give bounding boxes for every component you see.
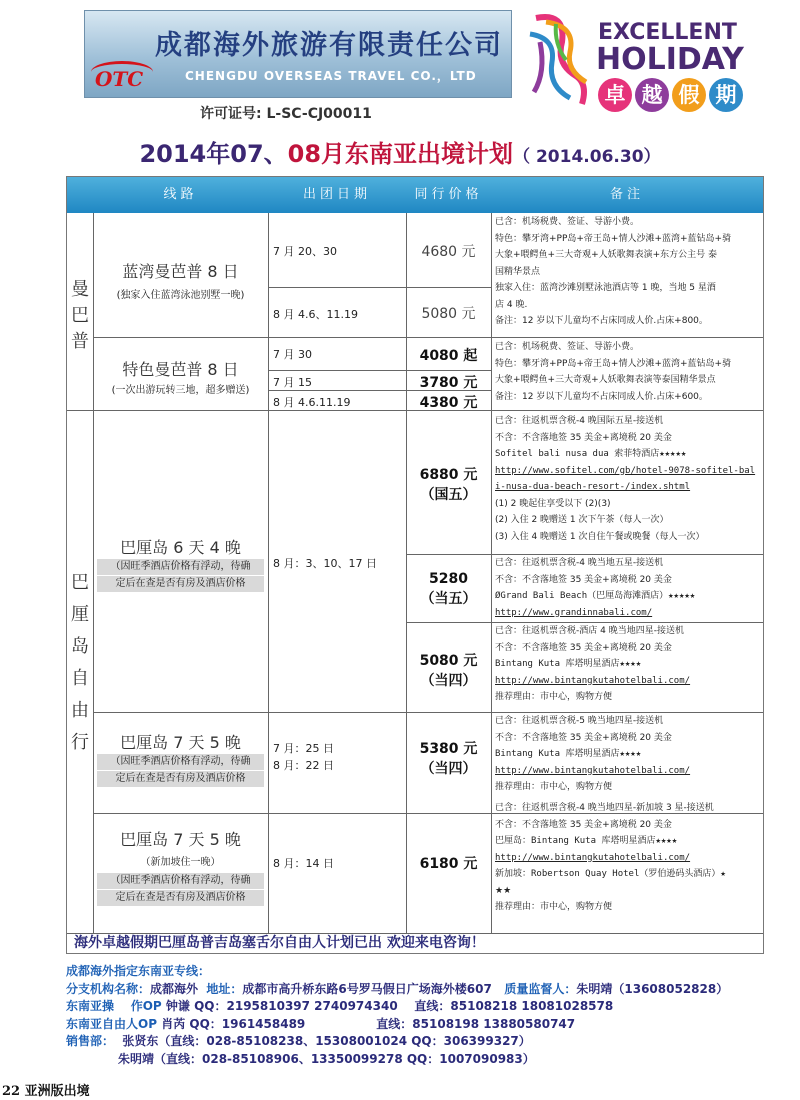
- brand-char: 越: [635, 78, 669, 112]
- departure-date: 8 月：14 日: [273, 857, 334, 870]
- departure-date: 7 月 15: [273, 376, 312, 389]
- departure-date: 7 月 20、30: [273, 245, 337, 258]
- contacts-heading: 成都海外指定东南亚专线：: [66, 964, 211, 978]
- price: 5080 元: [421, 306, 476, 322]
- route-sub: （因旺季酒店价格有浮动，待确: [97, 559, 264, 575]
- notes-r3a: 已含：往返机票含税-4 晚国际五星-接送机 不含：不含落地签 35 美金+离境税 20 美金 Sofitel bali nusa dua 索菲特酒店★★★★★ http://www.sofitel.com/gb/hotel-9078-sofitel-bal i-nusa-dua-beach-resort-/index.shtml (1) 2 晚起住享受以下 (2)(3) (2) 入住 2 晚赠送 1 次下午茶（每人一次） (3) 入住 4 晚赠送 1 次自住午餐或晚餐（每人一次）: [495, 416, 756, 542]
- otc-logo: OTC: [91, 61, 155, 95]
- section-label-bali: 巴 厘 岛 自 由 行: [71, 572, 89, 753]
- header-route: 线路: [163, 187, 198, 202]
- section-label-mbp: 曼 巴 普: [71, 279, 89, 352]
- contact-line-op: 东南亚操 作OP 钟谦 QQ：2195810397 2740974340 直线：85108218 18081028578: [66, 999, 614, 1013]
- header-price: 同行价格: [414, 187, 483, 202]
- departure-date: 7 月：25 日: [273, 742, 334, 755]
- brand-holiday: HOLIDAY: [596, 42, 744, 77]
- price: 4080 起: [419, 348, 478, 364]
- header-date: 出团日期: [302, 187, 371, 202]
- price: 4380 元: [419, 395, 478, 411]
- notes-r1: 已含：机场税费、签证、导游小费。 特色：攀牙湾+PP岛+帝王岛+情人沙滩+蓝湾+蓝钻岛+骑 大象+喂鳄鱼+三大奇观+人妖歌舞表演+东方公主号 泰 国精华景点 独家入住：蓝湾沙滩别墅泳池酒店等 1 晚，当地 5 星酒 店 4 晚. 备注：12 岁以下儿童均不占床同成人价.占床+800。: [495, 217, 732, 326]
- route-sub: (一次出游玩转三地，超多赠送): [111, 385, 250, 396]
- brand-cn: [598, 78, 743, 112]
- route-name: 蓝湾曼芭普 8 日: [122, 262, 239, 281]
- brand-swirl-icon: [526, 12, 596, 110]
- price-option: 5280 （当五）: [420, 571, 477, 607]
- license-number: 许可证号: L-SC-CJ00011: [200, 106, 372, 122]
- price: 4680 元: [421, 244, 476, 260]
- notes-r5: 已含：往返机票含税-4 晚当地四星-新加坡 3 星-接送机 不含：不含落地签 35 美金+离境税 20 美金 巴厘岛：Bintang Kuta 库塔明星酒店★★★★ http://www.bintangkutahotelbali.com/ 新加坡：Robertson Quay Hotel（罗伯逊码头酒店）★ ★★ 推荐理由：市中心，购物方便: [495, 803, 726, 912]
- header-notes: 备注: [609, 187, 644, 202]
- contact-line-sales: 销售部： 张贤东（直线：028-85108238、15308001024 QQ：306399327）: [66, 1034, 531, 1048]
- route-name: 巴厘岛 7 天 5 晚: [120, 733, 241, 752]
- price: 3780 元: [419, 375, 478, 391]
- contact-line-sales2: 朱明靖（直线：028-85108906、13350099278 QQ：1007090983）: [118, 1051, 535, 1066]
- contact-line-freeop: 东南亚自由人OP 肖芮 QQ：1961458489 直线：85108198 13880580747: [66, 1016, 576, 1031]
- notes-r4: 已含：往返机票含税-5 晚当地四星-接送机 不含：不含落地签 35 美金+离境税 20 美金 Bintang Kuta 库塔明星酒店★★★★ http://www.bintangkutahotelbali.com/ 推荐理由：市中心，购物方便: [495, 716, 691, 792]
- itinerary-table: [66, 176, 764, 954]
- route-name: 巴厘岛 7 天 5 晚: [120, 830, 241, 849]
- departure-date: 8 月：22 日: [273, 759, 334, 772]
- route-sub: 定后在查是否有房及酒店价格: [97, 576, 264, 592]
- departure-date: 8 月 4.6.11.19: [273, 396, 351, 409]
- route-sub: （因旺季酒店价格有浮动，待确: [97, 754, 264, 770]
- route-name: 巴厘岛 6 天 4 晚: [120, 538, 241, 557]
- route-name: 特色曼芭普 8 日: [122, 360, 239, 379]
- excellent-holiday-logo: [526, 10, 756, 110]
- page-footer: 22 亚洲版出境: [2, 1084, 90, 1099]
- notes-r3b: 已含：往返机票含税-4 晚当地五星-接送机 不含：不含落地签 35 美金+离境税 20 美金 ØGrand Bali Beach（巴厘岛海滩酒店）★★★★★ http://www.grandinnabali.com/: [495, 558, 696, 618]
- company-name-cn: 成都海外旅游有限责任公司: [155, 30, 503, 61]
- notes-r3c: 已含：往返机票含税-酒店 4 晚当地四星-接送机 不含：不含落地签 35 美金+离境税 20 美金 Bintang Kuta 库塔明星酒店★★★★ http://www.bintangkutahotelbali.com/ 推荐理由：市中心，购物方便: [495, 626, 691, 702]
- route-sub: 定后在查是否有房及酒店价格: [97, 890, 264, 906]
- table-header: [67, 177, 763, 213]
- route-sub: （新加坡住一晚）: [140, 857, 221, 868]
- price-option: 5080 元 （当四）: [419, 653, 478, 689]
- plan-title: 2014年07、08月东南亚出境计划（ 2014.06.30）: [139, 140, 661, 168]
- brand-char: 期: [709, 78, 743, 112]
- route-sub: （因旺季酒店价格有浮动，待确: [97, 873, 264, 889]
- departure-date: 8 月 4.6、11.19: [273, 308, 358, 321]
- company-banner: [84, 10, 512, 98]
- departure-date: 7 月 30: [273, 348, 312, 361]
- route-sub: 定后在查是否有房及酒店价格: [97, 771, 264, 787]
- departure-date: 8 月：3、10、17 日: [273, 557, 377, 570]
- contact-block: [66, 963, 766, 1068]
- promo-banner: 海外卓越假期巴厘岛普吉岛塞舌尔自由人计划已出 欢迎来电咨询！: [74, 935, 485, 951]
- brand-char: 卓: [598, 78, 632, 112]
- company-name-en: CHENGDU OVERSEAS TRAVEL CO.，LTD: [185, 69, 477, 83]
- price: 6180 元: [419, 856, 478, 872]
- brand-excellent: EXCELLENT: [598, 20, 737, 45]
- price-option: 5380 元 （当四）: [419, 741, 478, 777]
- brand-char: 假: [672, 78, 706, 112]
- price-option: 6880 元 （国五）: [419, 467, 478, 503]
- route-sub: (独家入住蓝湾泳池别墅一晚): [116, 290, 245, 301]
- contact-line-branch: 分支机构名称：成都海外 地址：成都市高升桥东路6号罗马假日广场海外楼607 质量监督人：朱明靖（13608052828）: [66, 981, 729, 996]
- notes-r2: 已含：机场税费、签证、导游小费。 特色：攀牙湾+PP岛+帝王岛+情人沙滩+蓝湾+蓝钻岛+骑 大象+喂鳄鱼+三大奇观+人妖歌舞表演等泰国精华景点 备注：12 岁以下儿童均不占床同成人价.占床+600。: [495, 342, 732, 402]
